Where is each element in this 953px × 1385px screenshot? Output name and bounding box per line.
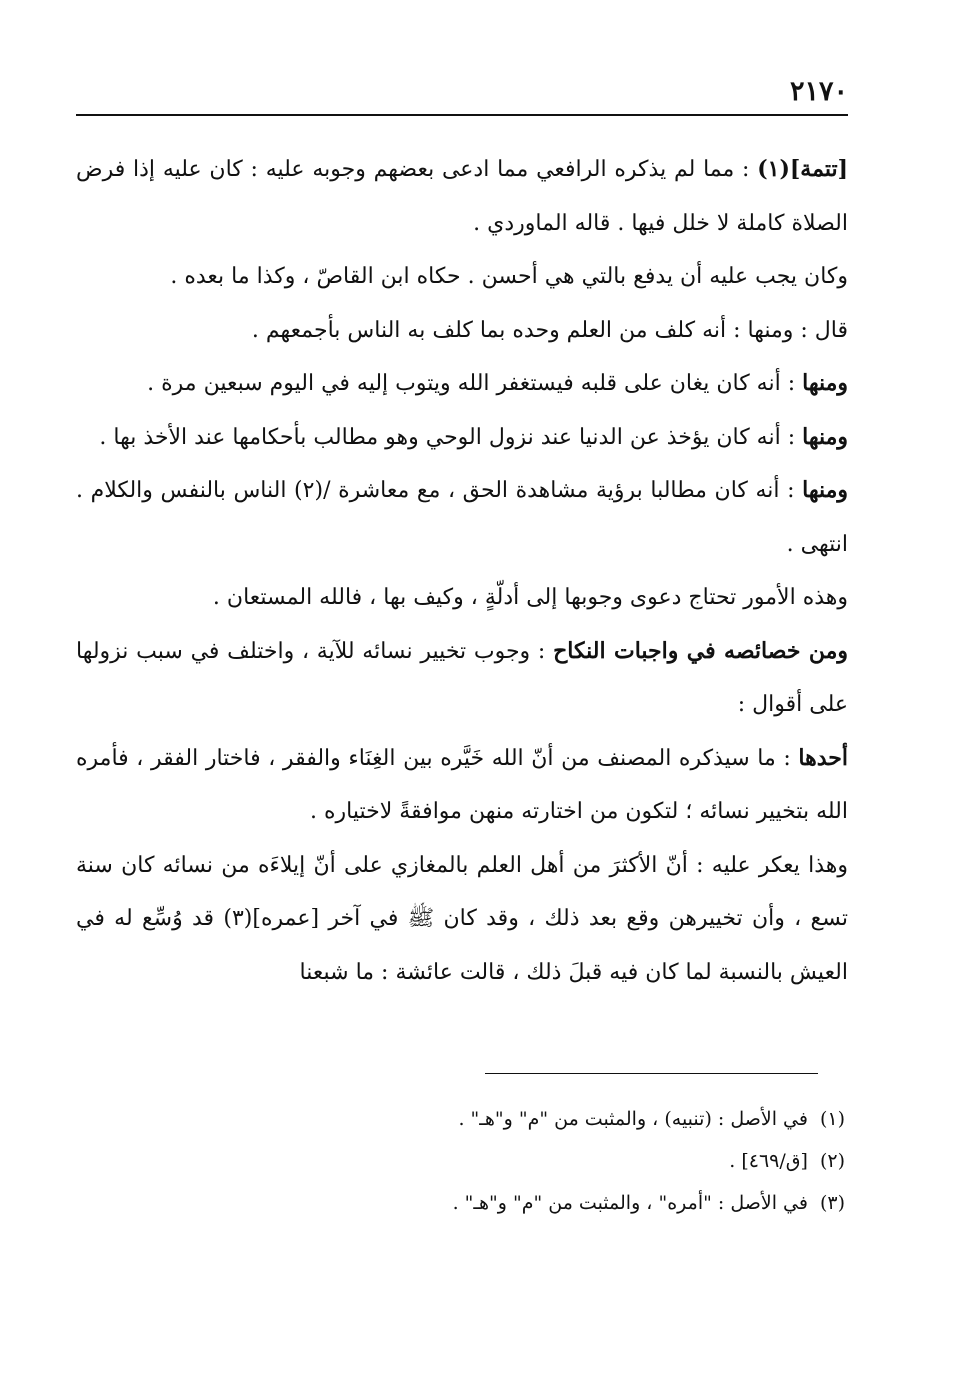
paragraph — [76, 250, 848, 304]
paragraph-lead: ومنها — [802, 477, 848, 503]
page-number: ٢١٧٠ — [789, 76, 848, 107]
paragraph — [76, 304, 848, 358]
paragraph-text: : وجوب تخيير نسائه للآية ، واختلف في سبب نزولها على أقوال : — [76, 638, 848, 717]
paragraph-text: وهذه الأمور تحتاج دعوى وجوبها إلى أدلّةٍ ، وكيف بها ، فالله المستعان . — [212, 585, 848, 610]
footnote-number: (٣) — [819, 1192, 845, 1214]
paragraph — [76, 625, 848, 732]
paragraph-text: قال : ومنها : أنه كلف من العلم وحده بما كلف به الناس بأجمعهم . — [251, 317, 848, 343]
body-text — [76, 143, 848, 999]
paragraph-text: : أنه كان يؤخذ عن الدنيا عند نزول الوحي وهو مطالب بأحكامها عند الأخذ بها . — [99, 424, 803, 450]
footnote-number: (١) — [819, 1108, 845, 1130]
paragraph-lead: [تتمة](١) — [757, 156, 848, 182]
paragraph-text: وكان يجب عليه أن يدفع بالتي هي أحسن . حكاه ابن القاصّ ، وكذا ما بعده . — [170, 264, 848, 289]
paragraph-text: : أنه كان يغان على قلبه فيستغفر الله ويتوب إليه في اليوم سبعين مرة . — [147, 371, 803, 396]
footnote — [200, 1098, 845, 1140]
footnote-text: في الأصل : (تنبيه) ، والمثبت من "م" و"هـ" . — [458, 1108, 808, 1130]
paragraph-text: : ما سيذكره المصنف من أنّ الله خَيَّره بين الغِنَاء والفقر ، فاختار الفقر ، فأمره الله بتخيير نسائه ؛ لتكون من اختارته منهن موافقةً لاختياره . — [76, 745, 848, 824]
paragraph — [76, 839, 848, 1000]
page-header — [76, 76, 848, 116]
paragraph-lead: ومنها — [802, 423, 848, 450]
header-rule — [76, 114, 848, 116]
paragraph-lead: ومنها — [802, 370, 848, 396]
footnote — [200, 1182, 845, 1224]
footnote-text: في الأصل : "أمره" ، والمثبت من "م" و"هـ" . — [452, 1192, 808, 1214]
footnote-rule — [485, 1073, 818, 1074]
paragraph — [76, 143, 848, 250]
paragraph — [76, 464, 848, 571]
footnote — [200, 1140, 845, 1182]
paragraph-lead: أحدها — [798, 744, 848, 771]
paragraph-lead: ومن خصائصه في واجبات النكاح — [553, 637, 848, 664]
paragraph — [76, 571, 848, 625]
paragraph-text: : أنه كان مطالبا برؤية مشاهدة الحق ، مع معاشرة /(٢) الناس بالنفس والكلام . انتهى . — [76, 478, 848, 557]
footnote-number: (٢) — [819, 1150, 845, 1172]
footnote-text: [ق/٤٦٩] . — [729, 1150, 808, 1172]
paragraph — [76, 732, 848, 839]
paragraph-text: وهذا يعكر عليه : أنّ الأكثرَ من أهل العلم بالمغازي على أنّ إيلاءَه من نسائه كان سنة تسع ، وأن تخييرهن وقع بعد ذلك ، وقد كان ﷺ في آخر [عمره](٣) قد وُسِّع له في العيش بالنسبة لما كان فيه قبلَ ذلك ، قالت عائشة : ما شبعنا — [76, 852, 848, 985]
paragraph-text: : مما لم يذكره الرافعي مما ادعى بعضهم وجوبه عليه : كان عليه إذا فرض الصلاة كاملة لا خلل فيها . قاله الماوردي . — [76, 157, 848, 236]
paragraph — [76, 357, 848, 411]
paragraph — [76, 411, 848, 465]
footnotes — [200, 1098, 845, 1224]
